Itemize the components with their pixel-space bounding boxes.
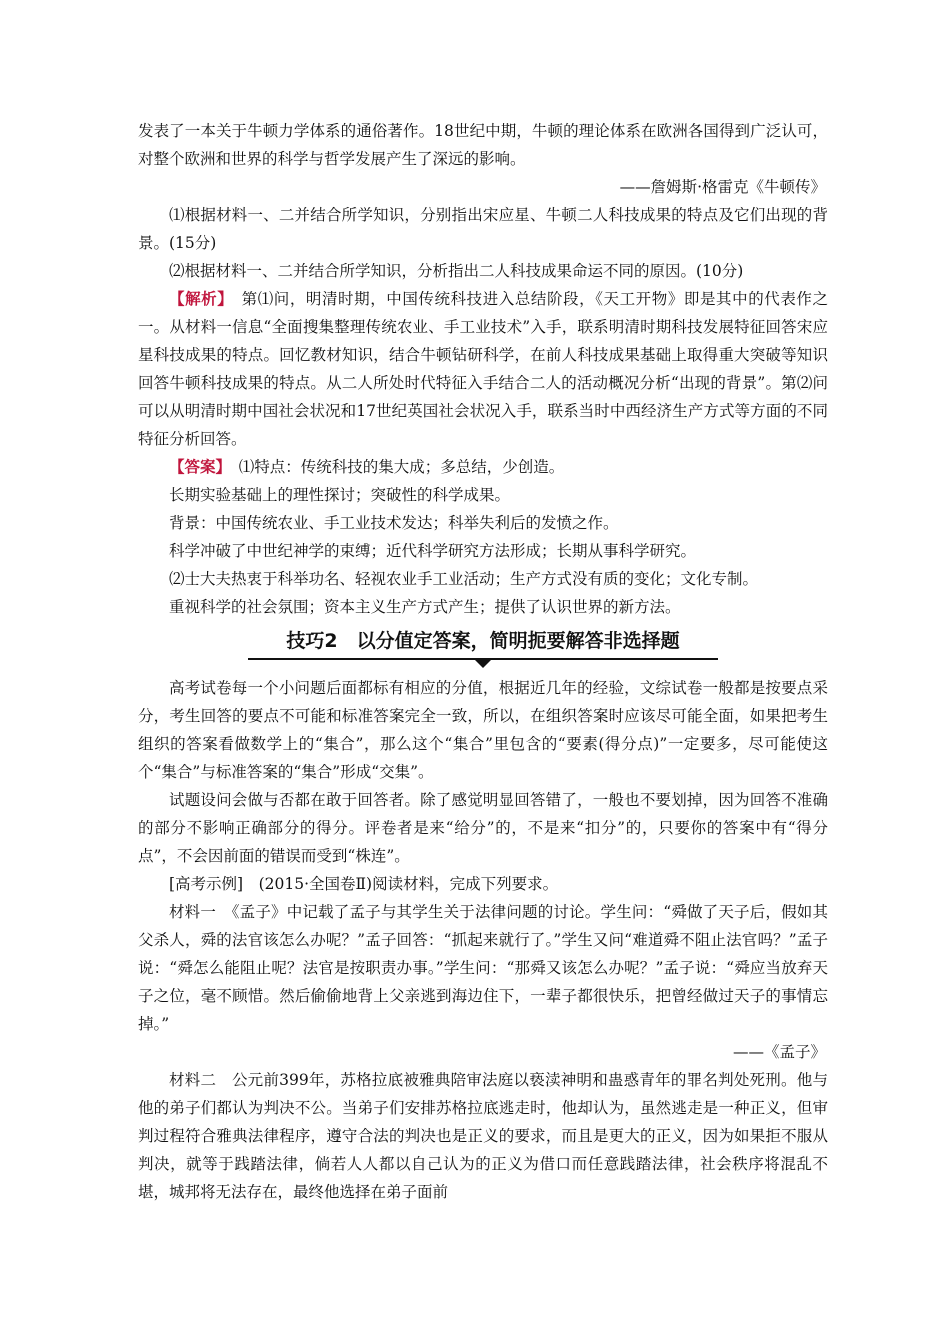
material-1: 材料一 《孟子》中记载了孟子与其学生关于法律问题的讨论。学生问：“舜做了天子后，假如其父杀人，舜的法官该怎么办呢？”孟子回答：“抓起来就行了。”学生又问“难道舜不阻止法官吗？”孟子说：“舜怎么能阻止呢？法官是按职责办事。”学生问：“那舜又该怎么办呢？”孟子说：“舜应当放弃天子之位，毫不顾惜。然后偷偷地背上父亲逃到海边住下，一辈子都很快乐，把曾经做过天子的事情忘掉。” (138, 903, 828, 1033)
heading-arrow-icon (474, 659, 492, 668)
answer-tag: 【答案】 (169, 457, 224, 476)
answer-line-3: 背景：中国传统农业、手工业技术发达；科举失利后的发愤之作。 (169, 514, 619, 532)
analysis-text: 第⑴问，明清时期，中国传统科技进入总结阶段，《天工开物》即是其中的代表作之一。从材料一信息“全面搜集整理传统农业、手工业技术”入手，联系明清时期科技发展特征回答宋应星科技成果的特点。回忆教材知识，结合牛顿钻研科学，在前人科技成果基础上取得重大突破等知识回答牛顿科技成果的特点。从二人所处时代特征入手结合二人的活动概况分析“出现的背景”。第⑵问可以从明清时期中国社会状况和17世纪英国社会状况入手，联系当时中西经济生产方式等方面的不同特征分析回答。 (138, 290, 828, 448)
body-paragraph-2: 试题设问会做与否都在敢于回答者。除了感觉明显回答错了，一般也不要划掉，因为回答不准确的部分不影响正确部分的得分。评卷者是来“给分”的，不是来“扣分”的，只要你的答案中有“得分点”，不会因前面的错误而受到“株连”。 (138, 791, 828, 865)
source-citation: ——詹姆斯·格雷克《牛顿传》 (619, 178, 826, 196)
answer-line-6: 重视科学的社会氛围；资本主义生产方式产生；提供了认识世界的新方法。 (169, 598, 681, 616)
answer-line-2: 长期实验基础上的理性探讨；突破性的科学成果。 (169, 486, 511, 504)
question-1: ⑴根据材料一、二并结合所学知识，分别指出宋应星、牛顿二人科技成果的特点及它们出现的背景。(15分) (138, 206, 828, 252)
material-2: 材料二 公元前399年，苏格拉底被雅典陪审法庭以亵渎神明和蛊惑青年的罪名判处死刑。他与他的弟子们都认为判决不公。当弟子们安排苏格拉底逃走时，他却认为，虽然逃走是一种正义，但审判过程符合雅典法律程序，遵守合法的判决也是正义的要求，而且是更大的正义，因为如果拒不服从判决，就等于践踏法律，倘若人人都以自己认为的正义为借口而任意践踏法律，社会秩序将混乱不堪，城邦将无法存在，最终他选择在弟子面前 (138, 1071, 828, 1201)
analysis-paragraph (138, 285, 828, 453)
section-heading (138, 627, 828, 664)
source-mencius: ——《孟子》 (732, 1043, 826, 1061)
section-heading-text: 技巧2 以分值定答案，简明扼要解答非选择题 (286, 630, 680, 652)
answer-text: ⑴特点：传统科技的集大成；多总结，少创造。 (223, 458, 565, 476)
answer-line-4: 科学冲破了中世纪神学的束缚；近代科学研究方法形成；长期从事科学研究。 (169, 542, 697, 560)
body-paragraph-1: 高考试卷每一个小问题后面都标有相应的分值，根据近几年的经验，文综试卷一般都是按要点采分，考生回答的要点不可能和标准答案完全一致，所以，在组织答案时应该尽可能全面，如果把考生组织的答案看做数学上的“集合”，那么这个“集合”里包含的“要素(得分点)”一定要多，尽可能使这个“集合”与标准答案的“集合”形成“交集”。 (138, 679, 828, 781)
exam-example-intro: [高考示例] (2015·全国卷Ⅱ)阅读材料，完成下列要求。 (169, 875, 559, 893)
answer-line-1 (138, 453, 828, 481)
page-content (138, 117, 828, 1206)
question-2: ⑵根据材料一、二并结合所学知识，分析指出二人科技成果命运不同的原因。(10分) (169, 262, 744, 280)
paragraph-newton-influence: 发表了一本关于牛顿力学体系的通俗著作。18世纪中期，牛顿的理论体系在欧洲各国得到广泛认可，对整个欧洲和世界的科学与哲学发展产生了深远的影响。 (138, 122, 828, 168)
answer-line-5: ⑵士大夫热衷于科举功名、轻视农业手工业活动；生产方式没有质的变化；文化专制。 (169, 570, 759, 588)
analysis-tag: 【解析】 (169, 289, 226, 308)
